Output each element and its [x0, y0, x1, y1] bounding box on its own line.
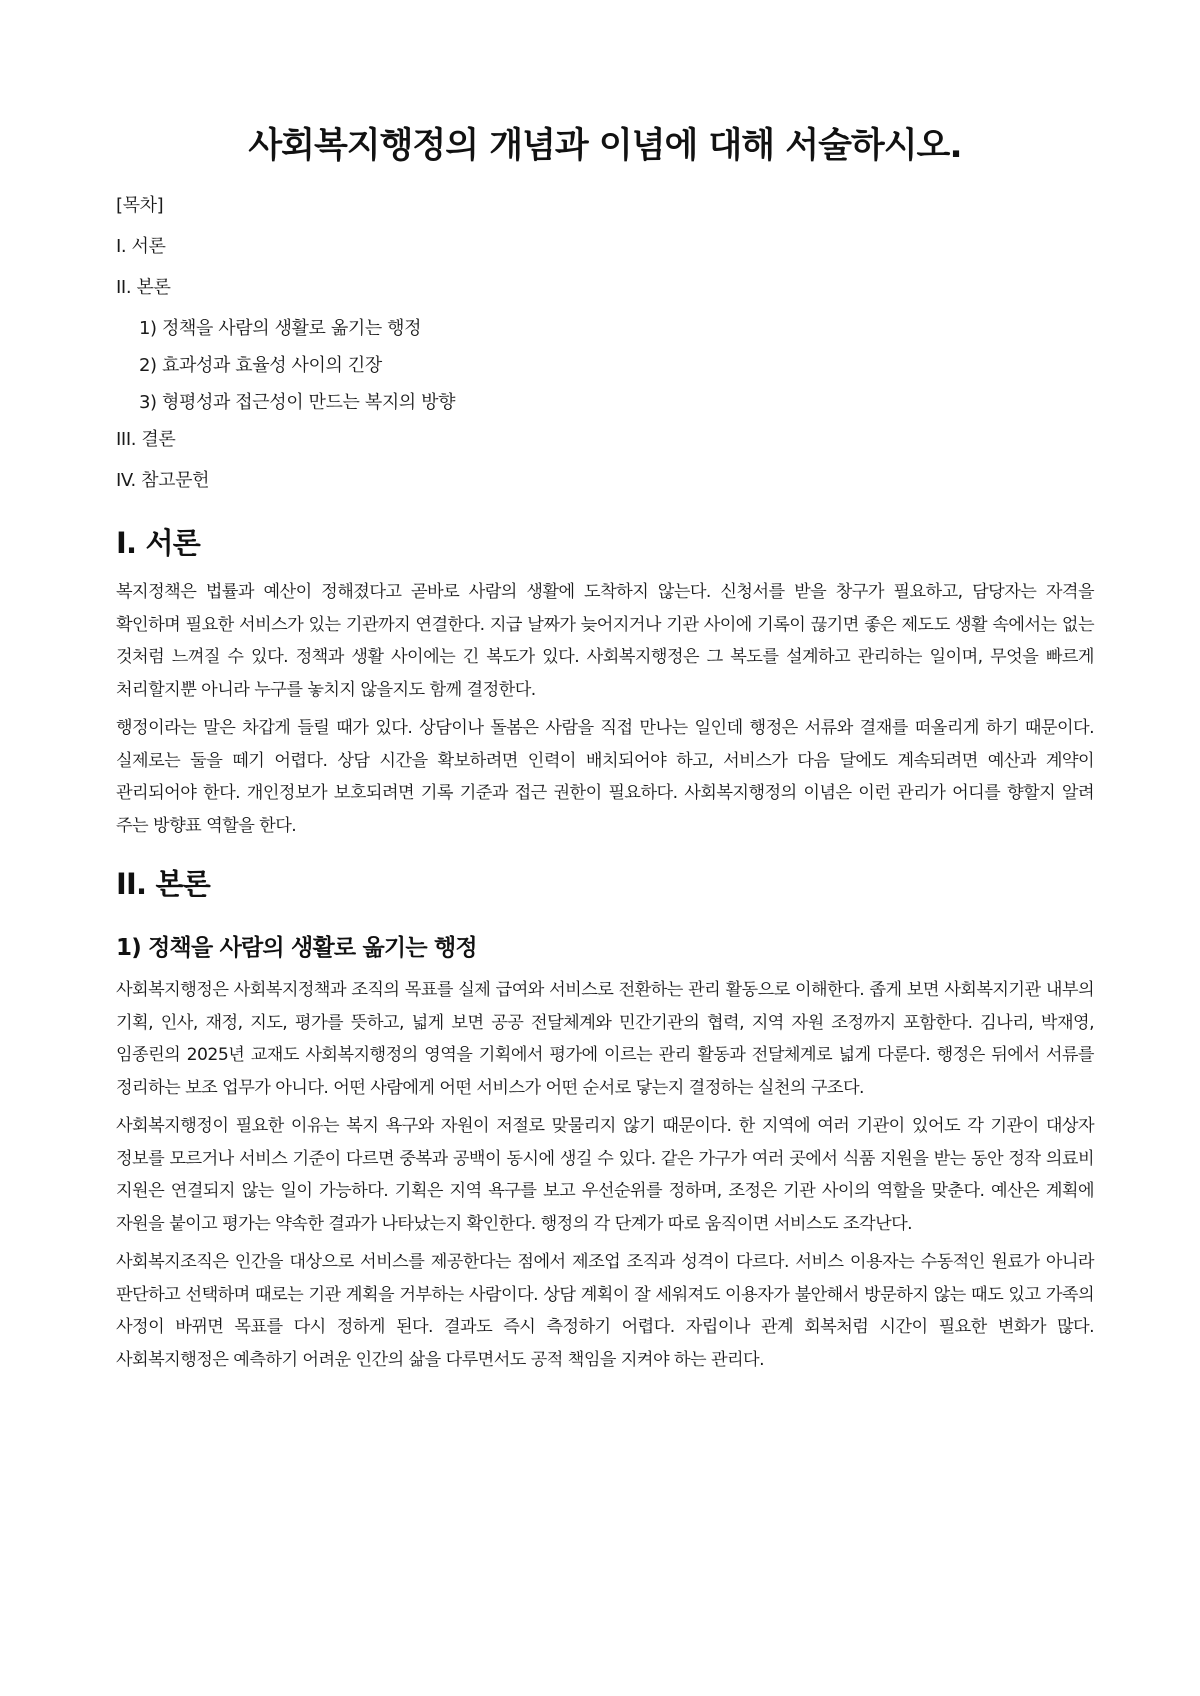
body-paragraph: 행정이라는 말은 차갑게 들릴 때가 있다. 상담이나 돌봄은 사람을 직접 만나는 일인데 행정은 서류와 결재를 떠올리게 하기 때문이다. 실제로는 둘을 떼기 어렵다. 상담 시간을 확보하려면 인력이 배치되어야 하고, 서비스가 다음 달에도 계속되려면 예산과 계약이 관리되어야 한다. 개인정보가 보호되려면 기록 기준과 접근 권한이 필요하다. 사회복지행정의 이념은 이런 관리가 어디를 향할지 알려 주는 방향표 역할을 한다.	[116, 718, 1094, 836]
section-heading-introduction: I. 서론	[116, 526, 200, 560]
toc-item: II. 본론	[116, 277, 171, 298]
toc-item: III. 결론	[116, 429, 176, 450]
subsection-heading: 1) 정책을 사람의 생활로 옮기는 행정	[116, 935, 477, 961]
body-paragraph: 사회복지행정이 필요한 이유는 복지 욕구와 자원이 저절로 맞물리지 않기 때문이다. 한 지역에 여러 기관이 있어도 각 기관이 대상자 정보를 모르거나 서비스 기준이 다르면 중복과 공백이 동시에 생길 수 있다. 같은 가구가 여러 곳에서 식품 지원을 받는 동안 정작 의료비 지원은 연결되지 않는 일이 가능하다. 기획은 지역 욕구를 보고 우선순위를 정하며, 조정은 기관 사이의 역할을 맞춘다. 예산은 계획에 자원을 붙이고 평가는 약속한 결과가 나타났는지 확인한다. 행정의 각 단계가 따로 움직이면 서비스도 조각난다.	[116, 1116, 1094, 1234]
table-of-contents	[116, 196, 1094, 491]
toc-subitem: 1) 정책을 사람의 생활로 옮기는 행정	[139, 318, 422, 339]
section-heading-main-body: II. 본론	[116, 867, 210, 901]
toc-item: I. 서론	[116, 236, 166, 257]
toc-heading: [목차]	[116, 195, 164, 216]
body-paragraph: 복지정책은 법률과 예산이 정해졌다고 곧바로 사람의 생활에 도착하지 않는다. 신청서를 받을 창구가 필요하고, 담당자는 자격을 확인하며 필요한 서비스가 있는 기관까지 연결한다. 지급 날짜가 늦어지거나 기관 사이에 기록이 끊기면 좋은 제도도 생활 속에서는 없는 것처럼 느껴질 수 있다. 정책과 생활 사이에는 긴 복도가 있다. 사회복지행정은 그 복도를 설계하고 관리하는 일이며, 무엇을 빠르게 처리할지뿐 아니라 누구를 놓치지 않을지도 함께 결정한다.	[116, 582, 1094, 700]
document-title: 사회복지행정의 개념과 이념에 대해 서술하시오.	[248, 126, 962, 166]
toc-item: IV. 참고문헌	[116, 470, 210, 491]
toc-subitem: 3) 형평성과 접근성이 만드는 복지의 방향	[139, 392, 456, 413]
toc-subitem: 2) 효과성과 효율성 사이의 긴장	[139, 355, 382, 376]
body-paragraph: 사회복지행정은 사회복지정책과 조직의 목표를 실제 급여와 서비스로 전환하는 관리 활동으로 이해한다. 좁게 보면 사회복지기관 내부의 기획, 인사, 재정, 지도, 평가를 뜻하고, 넓게 보면 공공 전달체계와 민간기관의 협력, 지역 자원 조정까지 포함한다. 김나리, 박재영, 임종린의 2025년 교재도 사회복지행정의 영역을 기획에서 평가에 이르는 관리 활동과 전달체계로 넓게 다룬다. 행정은 뒤에서 서류를 정리하는 보조 업무가 아니다. 어떤 사람에게 어떤 서비스가 어떤 순서로 닿는지 결정하는 실천의 구조다.	[116, 980, 1094, 1098]
body-paragraph: 사회복지조직은 인간을 대상으로 서비스를 제공한다는 점에서 제조업 조직과 성격이 다르다. 서비스 이용자는 수동적인 원료가 아니라 판단하고 선택하며 때로는 기관 계획을 거부하는 사람이다. 상담 계획이 잘 세워져도 이용자가 불안해서 방문하지 않는 때도 있고 가족의 사정이 바뀌면 목표를 다시 정하게 된다. 결과도 즉시 측정하기 어렵다. 자립이나 관계 회복처럼 시간이 필요한 변화가 많다. 사회복지행정은 예측하기 어려운 인간의 삶을 다루면서도 공적 책임을 지켜야 하는 관리다.	[116, 1252, 1094, 1370]
